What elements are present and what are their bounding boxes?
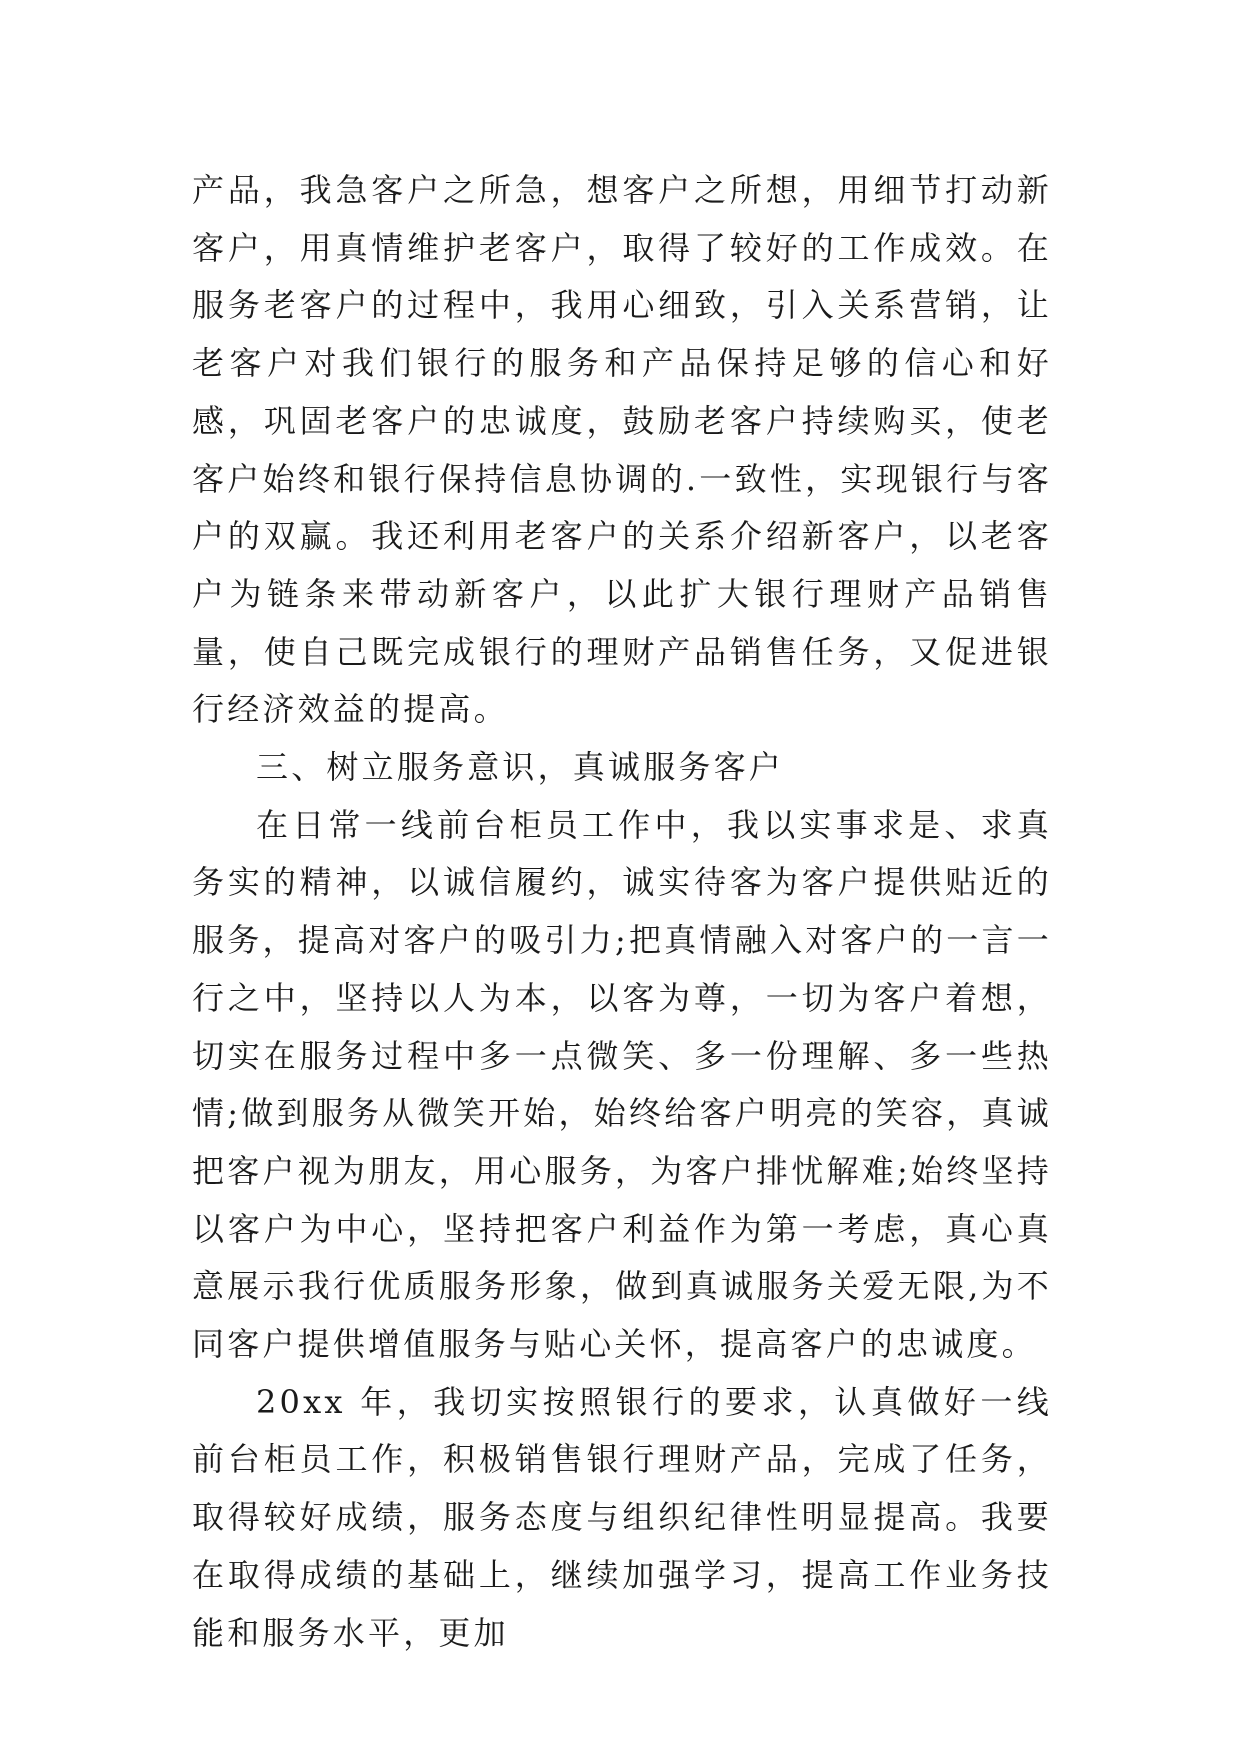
paragraph-customer-relations: 产品，我急客户之所急，想客户之所想，用细节打动新客户，用真情维护老客户，取得了较好的工作成效。在服务老客户的过程中，我用心细致，引入关系营销，让老客户对我们银行的服务和产品保持足够的信心和好感，巩固老客户的忠诚度，鼓励老客户持续购买，使老客户始终和银行保持信息协调的.一致性，实现银行与客户的双赢。我还利用老客户的关系介绍新客户，以老客户为链条来带动新客户，以此扩大银行理财产品销售量，使自己既完成银行的理财产品销售任务，又促进银行经济效益的提高。 xyxy=(192,171,1052,729)
paragraph-annual-summary: 20xx 年，我切实按照银行的要求，认真做好一线前台柜员工作，积极销售银行理财产品，完成了任务，取得较好成绩，服务态度与组织纪律性明显提高。我要在取得成绩的基础上，继续加强学习，提高工作业务技能和服务水平，更加 xyxy=(192,1382,1052,1652)
paragraph-sincere-service: 在日常一线前台柜员工作中，我以实事求是、求真务实的精神，以诚信履约，诚实待客为客户提供贴近的服务，提高对客户的吸引力;把真情融入对客户的一言一行之中，坚持以人为本，以客为尊，一切为客户着想，切实在服务过程中多一点微笑、多一份理解、多一些热情;做到服务从微笑开始，始终给客户明亮的笑容，真诚把客户视为朋友，用心服务，为客户排忧解难;始终坚持以客户为中心，坚持把客户利益作为第一考虑，真心真意展示我行优质服务形象，做到真诚服务关爱无限,为不同客户提供增值服务与贴心关怀，提高客户的忠诚度。 xyxy=(192,805,1052,1364)
section-heading-service-awareness: 三、树立服务意识，真诚服务客户 xyxy=(256,748,785,787)
document-body xyxy=(192,162,1052,1662)
